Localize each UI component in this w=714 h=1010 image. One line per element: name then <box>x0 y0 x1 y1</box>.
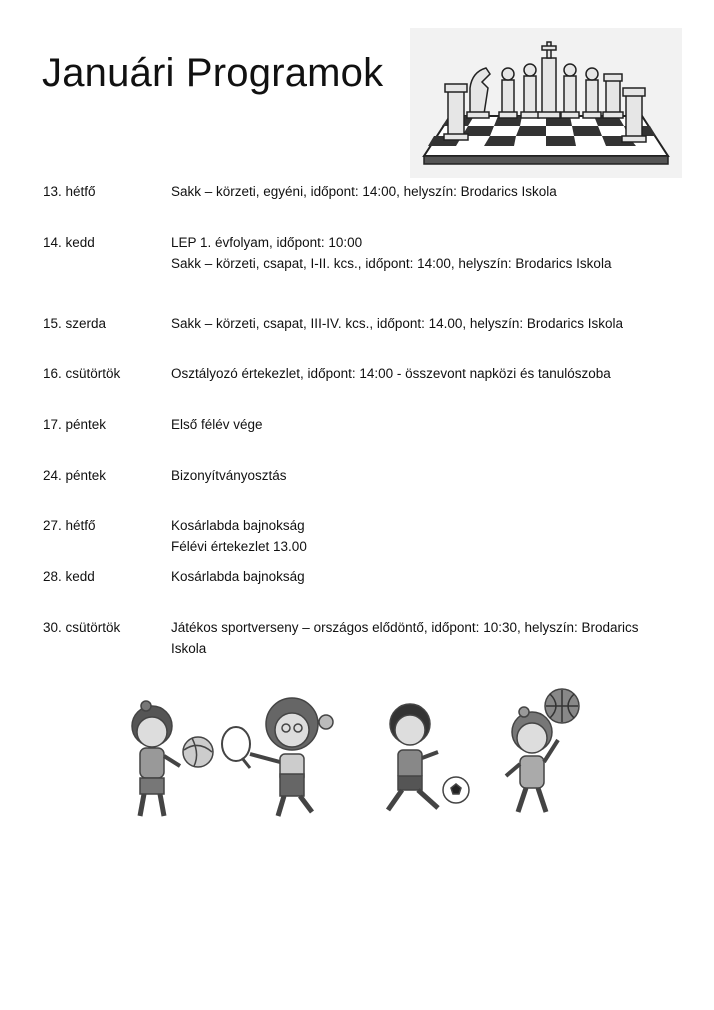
kid-volleyball-icon <box>132 701 213 816</box>
schedule-item: Bizonyítványosztás <box>171 468 287 483</box>
schedule-item: Félévi értekezlet 13.00 <box>171 539 307 554</box>
schedule-item: Sakk – körzeti, csapat, III-IV. kcs., időpont: 14.00, helyszín: Brodarics Iskola <box>171 316 623 331</box>
schedule-item: Játékos sportverseny – országos elődöntő, időpont: 10:30, helyszín: Brodarics <box>171 620 639 635</box>
schedule-day: 30. csütörtök <box>43 620 121 635</box>
kids-sports-illustration <box>122 684 592 834</box>
schedule-day: 27. hétfő <box>43 518 96 533</box>
kid-basketball-icon <box>506 689 579 812</box>
schedule-item: Kosárlabda bajnokság <box>171 518 305 533</box>
schedule-day: 17. péntek <box>43 417 107 432</box>
schedule-item: Iskola <box>171 641 207 656</box>
schedule-day: 16. csütörtök <box>43 366 121 381</box>
schedule-item: Kosárlabda bajnokság <box>171 569 305 584</box>
schedule-day: 13. hétfő <box>43 184 96 199</box>
schedule-item: Osztályozó értekezlet, időpont: 14:00 - összevont napközi és tanulószoba <box>171 366 611 381</box>
kid-tennis-icon <box>222 698 333 816</box>
schedule-item: LEP 1. évfolyam, időpont: 10:00 <box>171 235 363 250</box>
kid-football-icon <box>388 704 469 810</box>
schedule-item: Sakk – körzeti, csapat, I-II. kcs., időpont: 14:00, helyszín: Brodarics Iskola <box>171 256 612 271</box>
schedule-day: 28. kedd <box>43 569 95 584</box>
schedule-day: 15. szerda <box>43 316 107 331</box>
page-title: Januári Programok <box>42 51 384 95</box>
schedule-day: 24. péntek <box>43 468 107 483</box>
schedule-day: 14. kedd <box>43 235 95 250</box>
schedule-item: Sakk – körzeti, egyéni, időpont: 14:00, helyszín: Brodarics Iskola <box>171 184 557 199</box>
schedule-item: Első félév vége <box>171 417 263 432</box>
chess-board-icon <box>410 28 682 178</box>
